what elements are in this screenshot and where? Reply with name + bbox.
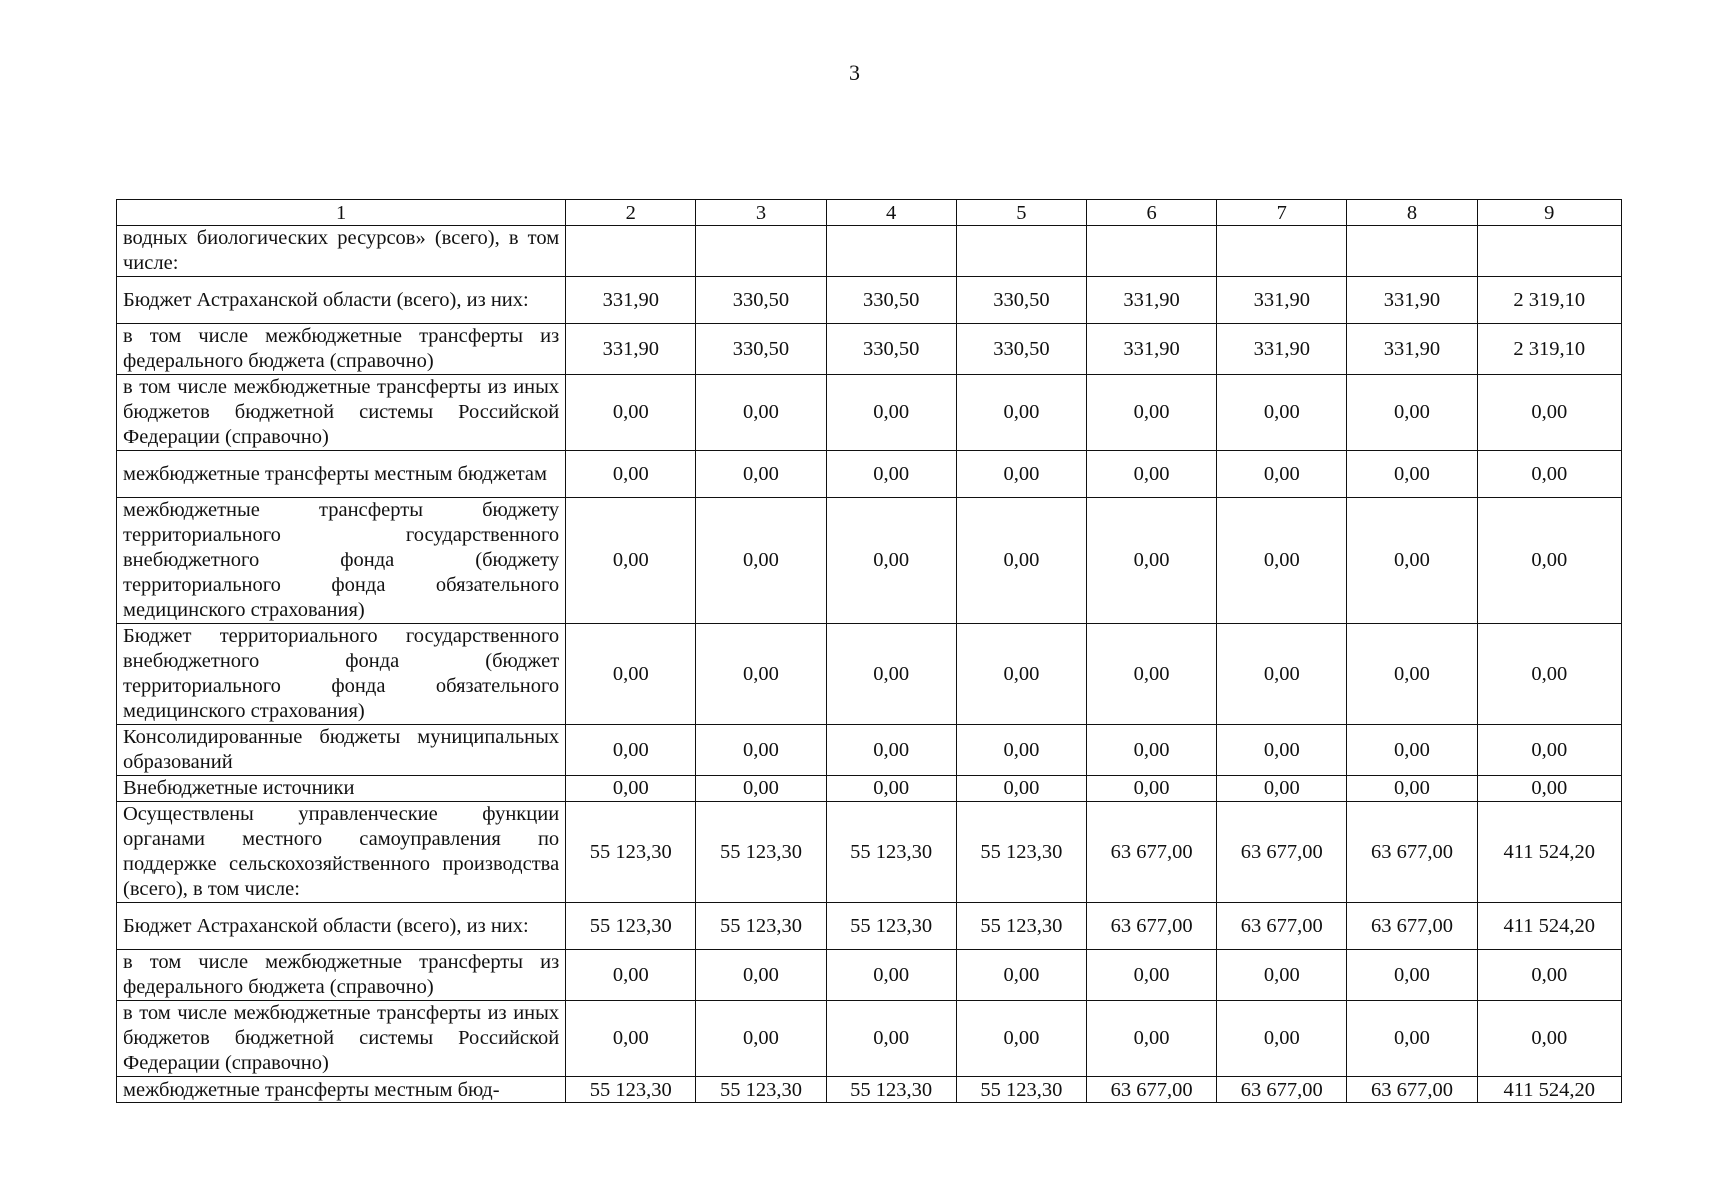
row-label: в том числе межбюджетные трансферты из федерального бюджета (справочно) (117, 324, 566, 375)
value-cell-col-6 (1086, 226, 1216, 277)
column-header: 6 (1086, 200, 1216, 226)
value-cell-col-8: 0,00 (1347, 725, 1477, 776)
value-cell-col-3: 0,00 (696, 950, 826, 1001)
value-cell-col-8: 331,90 (1347, 324, 1477, 375)
value-cell-col-2: 0,00 (566, 950, 696, 1001)
value-cell-col-6: 0,00 (1086, 1001, 1216, 1077)
value-cell-col-5: 0,00 (956, 950, 1086, 1001)
row-label: Консолидированные бюджеты муниципальных образований (117, 725, 566, 776)
value-cell-col-9: 0,00 (1477, 725, 1621, 776)
value-cell-col-5: 0,00 (956, 451, 1086, 498)
value-cell-col-5: 55 123,30 (956, 903, 1086, 950)
table-row (117, 776, 1622, 802)
value-cell-col-4: 0,00 (826, 498, 956, 624)
table-row (117, 950, 1622, 1001)
value-cell-col-4: 55 123,30 (826, 802, 956, 903)
value-cell-col-6: 0,00 (1086, 624, 1216, 725)
value-cell-col-8: 0,00 (1347, 950, 1477, 1001)
value-cell-col-2: 55 123,30 (566, 802, 696, 903)
value-cell-col-8: 0,00 (1347, 498, 1477, 624)
value-cell-col-5: 0,00 (956, 375, 1086, 451)
table-row (117, 277, 1622, 324)
table-body (117, 226, 1622, 1103)
table-row (117, 498, 1622, 624)
table-row (117, 624, 1622, 725)
table-header-row (117, 200, 1622, 226)
value-cell-col-8: 0,00 (1347, 375, 1477, 451)
value-cell-col-5: 0,00 (956, 624, 1086, 725)
value-cell-col-8: 0,00 (1347, 624, 1477, 725)
value-cell-col-8: 63 677,00 (1347, 1077, 1477, 1103)
row-label: водных биологических ресурсов» (всего), в том числе: (117, 226, 566, 277)
value-cell-col-7: 0,00 (1217, 375, 1347, 451)
table-row (117, 451, 1622, 498)
value-cell-col-7: 63 677,00 (1217, 1077, 1347, 1103)
value-cell-col-5: 0,00 (956, 1001, 1086, 1077)
value-cell-col-2: 0,00 (566, 624, 696, 725)
value-cell-col-8: 331,90 (1347, 277, 1477, 324)
column-header: 7 (1217, 200, 1347, 226)
value-cell-col-2: 0,00 (566, 451, 696, 498)
row-label: межбюджетные трансферты местным бюд- (117, 1077, 566, 1103)
value-cell-col-4: 55 123,30 (826, 1077, 956, 1103)
row-label: Бюджет Астраханской области (всего), из них: (117, 277, 566, 324)
value-cell-col-3: 330,50 (696, 324, 826, 375)
value-cell-col-5: 0,00 (956, 725, 1086, 776)
value-cell-col-4: 0,00 (826, 624, 956, 725)
value-cell-col-9: 411 524,20 (1477, 1077, 1621, 1103)
row-label: Бюджет территориального государственного внебюджетного фонда (бюджет территориального фонда обязательного медицинского страхования) (117, 624, 566, 725)
value-cell-col-5 (956, 226, 1086, 277)
table-row (117, 375, 1622, 451)
value-cell-col-4 (826, 226, 956, 277)
value-cell-col-6: 63 677,00 (1086, 903, 1216, 950)
row-label: Бюджет Астраханской области (всего), из них: (117, 903, 566, 950)
value-cell-col-5: 0,00 (956, 498, 1086, 624)
value-cell-col-8: 0,00 (1347, 1001, 1477, 1077)
value-cell-col-7: 63 677,00 (1217, 903, 1347, 950)
value-cell-col-8: 63 677,00 (1347, 903, 1477, 950)
value-cell-col-6: 331,90 (1086, 324, 1216, 375)
value-cell-col-3: 0,00 (696, 1001, 826, 1077)
value-cell-col-7: 63 677,00 (1217, 802, 1347, 903)
column-header: 4 (826, 200, 956, 226)
value-cell-col-6: 63 677,00 (1086, 1077, 1216, 1103)
value-cell-col-3: 55 123,30 (696, 802, 826, 903)
value-cell-col-2: 0,00 (566, 375, 696, 451)
table-row (117, 903, 1622, 950)
value-cell-col-6: 0,00 (1086, 498, 1216, 624)
value-cell-col-4: 330,50 (826, 324, 956, 375)
value-cell-col-5: 55 123,30 (956, 802, 1086, 903)
table-row (117, 324, 1622, 375)
row-label: Осуществлены управленческие функции органами местного самоуправления по поддержке сельскохозяйственного производства (всего), в том числе: (117, 802, 566, 903)
value-cell-col-6: 0,00 (1086, 375, 1216, 451)
value-cell-col-7: 0,00 (1217, 451, 1347, 498)
value-cell-col-2: 0,00 (566, 498, 696, 624)
value-cell-col-2: 55 123,30 (566, 903, 696, 950)
value-cell-col-2: 55 123,30 (566, 1077, 696, 1103)
table-row (117, 1001, 1622, 1077)
value-cell-col-5: 330,50 (956, 324, 1086, 375)
value-cell-col-9: 0,00 (1477, 950, 1621, 1001)
value-cell-col-7 (1217, 226, 1347, 277)
column-header: 1 (117, 200, 566, 226)
value-cell-col-6: 0,00 (1086, 725, 1216, 776)
value-cell-col-9: 0,00 (1477, 1001, 1621, 1077)
column-header: 3 (696, 200, 826, 226)
row-label: в том числе межбюджетные трансферты из федерального бюджета (справочно) (117, 950, 566, 1001)
page-number: 3 (849, 60, 860, 85)
value-cell-col-9: 0,00 (1477, 776, 1621, 802)
value-cell-col-3: 0,00 (696, 375, 826, 451)
value-cell-col-6: 0,00 (1086, 950, 1216, 1001)
value-cell-col-4: 0,00 (826, 725, 956, 776)
value-cell-col-8 (1347, 226, 1477, 277)
table-row (117, 226, 1622, 277)
value-cell-col-9: 0,00 (1477, 451, 1621, 498)
value-cell-col-2 (566, 226, 696, 277)
value-cell-col-3: 55 123,30 (696, 903, 826, 950)
value-cell-col-7: 0,00 (1217, 950, 1347, 1001)
value-cell-col-9: 2 319,10 (1477, 324, 1621, 375)
value-cell-col-4: 0,00 (826, 1001, 956, 1077)
table-row (117, 725, 1622, 776)
value-cell-col-9: 0,00 (1477, 375, 1621, 451)
table-row (117, 1077, 1622, 1103)
row-label: Внебюджетные источники (117, 776, 566, 802)
value-cell-col-7: 0,00 (1217, 498, 1347, 624)
value-cell-col-5: 330,50 (956, 277, 1086, 324)
value-cell-col-6: 0,00 (1086, 451, 1216, 498)
column-header: 9 (1477, 200, 1621, 226)
budget-table (116, 199, 1622, 1103)
value-cell-col-4: 0,00 (826, 950, 956, 1001)
value-cell-col-8: 63 677,00 (1347, 802, 1477, 903)
value-cell-col-2: 0,00 (566, 725, 696, 776)
value-cell-col-2: 331,90 (566, 324, 696, 375)
value-cell-col-9: 411 524,20 (1477, 903, 1621, 950)
value-cell-col-9: 411 524,20 (1477, 802, 1621, 903)
value-cell-col-8: 0,00 (1347, 451, 1477, 498)
value-cell-col-4: 0,00 (826, 776, 956, 802)
value-cell-col-5: 0,00 (956, 776, 1086, 802)
value-cell-col-4: 55 123,30 (826, 903, 956, 950)
value-cell-col-7: 0,00 (1217, 624, 1347, 725)
value-cell-col-9: 0,00 (1477, 624, 1621, 725)
value-cell-col-3: 330,50 (696, 277, 826, 324)
value-cell-col-3: 0,00 (696, 725, 826, 776)
value-cell-col-3: 55 123,30 (696, 1077, 826, 1103)
column-header: 8 (1347, 200, 1477, 226)
value-cell-col-2: 0,00 (566, 1001, 696, 1077)
value-cell-col-7: 0,00 (1217, 1001, 1347, 1077)
value-cell-col-2: 0,00 (566, 776, 696, 802)
value-cell-col-9: 2 319,10 (1477, 277, 1621, 324)
value-cell-col-7: 0,00 (1217, 725, 1347, 776)
value-cell-col-6: 63 677,00 (1086, 802, 1216, 903)
row-label: в том числе межбюджетные трансферты из иных бюджетов бюджетной системы Российской Федерации (справочно) (117, 375, 566, 451)
value-cell-col-9: 0,00 (1477, 498, 1621, 624)
value-cell-col-7: 331,90 (1217, 277, 1347, 324)
value-cell-col-3: 0,00 (696, 624, 826, 725)
value-cell-col-2: 331,90 (566, 277, 696, 324)
value-cell-col-3: 0,00 (696, 451, 826, 498)
value-cell-col-6: 331,90 (1086, 277, 1216, 324)
row-label: в том числе межбюджетные трансферты из иных бюджетов бюджетной системы Российской Федерации (справочно) (117, 1001, 566, 1077)
row-label: межбюджетные трансферты местным бюджетам (117, 451, 566, 498)
value-cell-col-4: 0,00 (826, 375, 956, 451)
value-cell-col-7: 331,90 (1217, 324, 1347, 375)
value-cell-col-4: 0,00 (826, 451, 956, 498)
value-cell-col-5: 55 123,30 (956, 1077, 1086, 1103)
value-cell-col-3: 0,00 (696, 498, 826, 624)
row-label: межбюджетные трансферты бюджету территориального государственного внебюджетного фонда (бюджету территориального фонда обязательного медицинского страхования) (117, 498, 566, 624)
column-header: 2 (566, 200, 696, 226)
column-header: 5 (956, 200, 1086, 226)
value-cell-col-8: 0,00 (1347, 776, 1477, 802)
value-cell-col-3 (696, 226, 826, 277)
table-row (117, 802, 1622, 903)
value-cell-col-7: 0,00 (1217, 776, 1347, 802)
value-cell-col-3: 0,00 (696, 776, 826, 802)
value-cell-col-4: 330,50 (826, 277, 956, 324)
value-cell-col-6: 0,00 (1086, 776, 1216, 802)
value-cell-col-9 (1477, 226, 1621, 277)
